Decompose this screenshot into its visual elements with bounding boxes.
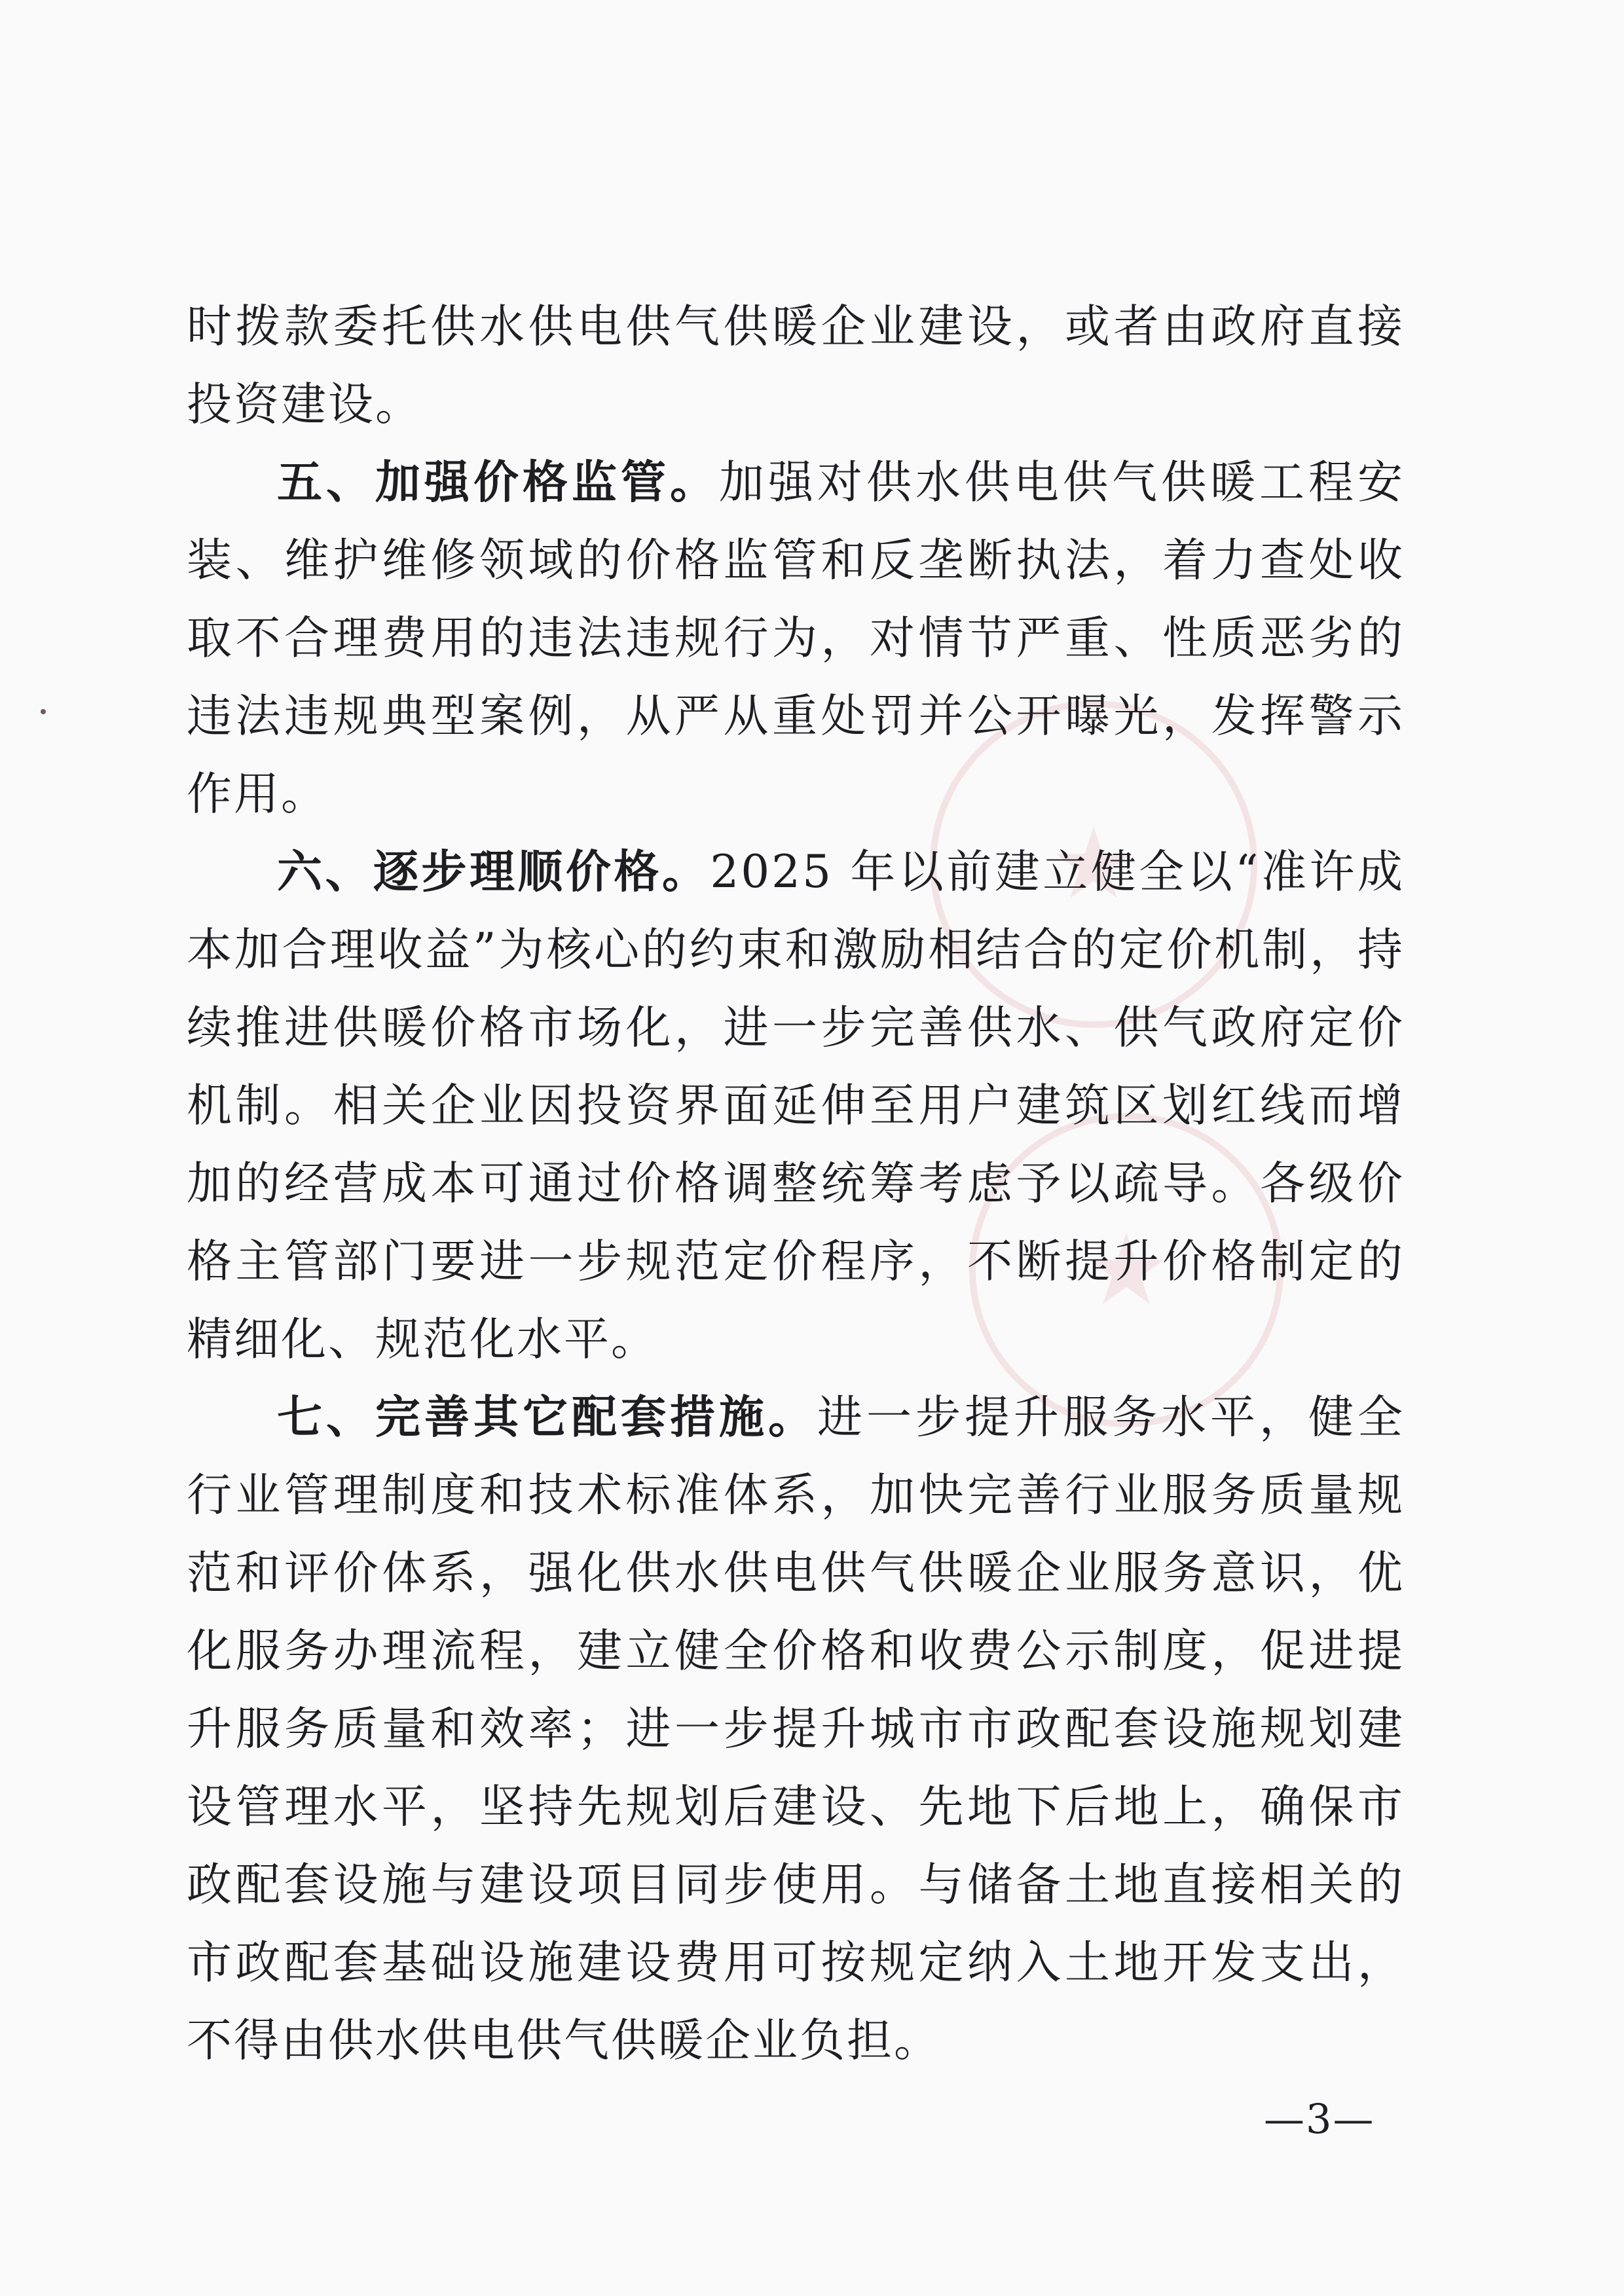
paragraph-text: 加强对供水供电供气供暖工程安装、维护维修领域的价格监管和反垄断执法，着力查处收取不合理费用的违法违规行为，对情节严重、性质恶劣的违法违规典型案例，从严从重处罚并公开曝光，发挥警示作用。 [187, 456, 1405, 820]
body-text [187, 288, 1405, 2080]
section-heading: 七、完善其它配套措施。 [277, 1391, 817, 1444]
paragraph-text: 2025 年以前建立健全以“准许成本加合理收益”为核心的约束和激励相结合的定价机制，持续推进供暖价格市场化，进一步完善供水、供气政府定价机制。相关企业因投资界面延伸至用户建筑区划红线而增加的经营成本可通过价格调整统筹考虑予以疏导。各级价格主管部门要进一步规范定价程序，不断提升价格制定的精细化、规范化水平。 [187, 846, 1405, 1366]
paragraph [187, 288, 1405, 444]
paragraph [187, 833, 1405, 1379]
paragraph [187, 444, 1405, 833]
page-number: —3— [1264, 2095, 1375, 2143]
paragraph-text: 进一步提升服务水平，健全行业管理制度和技术标准体系，加快完善行业服务质量规范和评价体系，强化供水供电供气供暖企业服务意识，优化服务办理流程，建立健全价格和收费公示制度，促进提升服务质量和效率；进一步提升城市市政配套设施规划建设管理水平，坚持先规划后建设、先地下后地上，确保市政配套设施与建设项目同步使用。与储备土地直接相关的市政配套基础设施建设费用可按规定纳入土地开发支出，不得由供水供电供气供暖企业负担。 [187, 1391, 1405, 2067]
paragraph [187, 1379, 1405, 2080]
paper-speck [41, 709, 46, 714]
section-heading: 六、逐步理顺价格。 [277, 846, 710, 898]
paragraph-text: 时拨款委托供水供电供气供暖企业建设，或者由政府直接投资建设。 [187, 301, 1405, 431]
section-heading: 五、加强价格监管。 [277, 456, 719, 509]
